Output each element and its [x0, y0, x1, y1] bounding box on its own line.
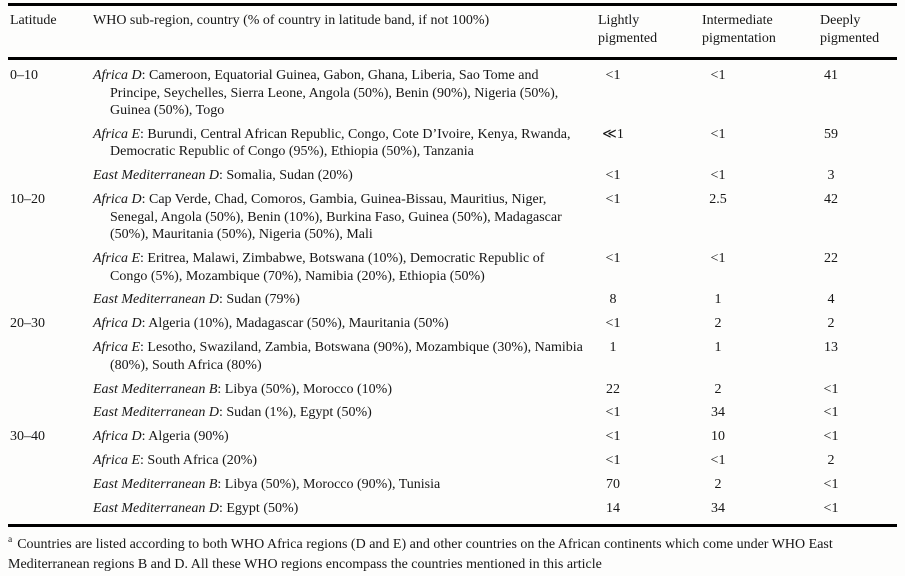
- country-cell: [93, 425, 593, 449]
- country-list: : Algeria (90%): [141, 429, 229, 445]
- region-name: Africa E: [93, 251, 141, 266]
- country-list: : Lesotho, Swaziland, Zambia, Botswana (90%), Mozambique (30%), Namibia (80%), South Africa (80%): [110, 340, 583, 373]
- region-name: East Mediterranean B: [93, 381, 218, 397]
- country-list: : Algeria (10%), Madagascar (50%), Mauritania (50%): [141, 316, 449, 332]
- lightly-value: 22: [606, 381, 620, 397]
- country-cell: [93, 377, 593, 401]
- lightly-value: 1: [609, 340, 617, 356]
- deeply-value: 22: [824, 251, 838, 266]
- table-row: [8, 473, 897, 497]
- country-cell: [93, 123, 593, 164]
- table-row: [8, 59, 897, 123]
- intermediate-value: 1: [714, 340, 722, 356]
- latitude-cell: 30–40: [10, 429, 45, 445]
- table-row: [8, 497, 897, 526]
- lightly-value: 70: [606, 477, 620, 492]
- footnote: [8, 527, 897, 575]
- latitude-cell: [8, 401, 93, 425]
- region-name: East Mediterranean B: [93, 477, 218, 492]
- region-name: Africa D: [93, 68, 142, 83]
- table-row: [8, 401, 897, 425]
- intermediate-value: 34: [711, 500, 725, 516]
- latitude-cell: [8, 336, 93, 377]
- header-row: [8, 5, 897, 59]
- table-row: [8, 449, 897, 473]
- table-row: [8, 377, 897, 401]
- intermediate-value: 2: [714, 316, 722, 332]
- latitude-cell: [8, 164, 93, 188]
- country-cell: [93, 188, 593, 247]
- deeply-value: <1: [823, 477, 839, 492]
- table-row: [8, 164, 897, 188]
- region-name: East Mediterranean D: [93, 292, 219, 308]
- latitude-cell: [8, 497, 93, 526]
- country-list: : Cap Verde, Chad, Comoros, Gambia, Guinea-Bissau, Mauritius, Niger, Senegal, Angola (50%), Benin (10%), Burkina Faso, Guinea (50%), Madagascar (50%), Mauritania (50%), Nigeria (50%), Mali: [110, 192, 562, 243]
- column-header-lightly-pigmented: Lightly pigmented: [593, 5, 698, 59]
- intermediate-value: 2: [714, 477, 722, 492]
- intermediate-value: 1: [714, 292, 722, 308]
- latitude-cell: 20–30: [10, 316, 45, 332]
- lightly-value: <1: [605, 192, 621, 208]
- table-row: [8, 123, 897, 164]
- intermediate-value: <1: [710, 251, 726, 266]
- country-cell: [93, 59, 593, 123]
- country-list: : Eritrea, Malawi, Zimbabwe, Botswana (10%), Democratic Republic of Congo (5%), Mozambique (70%), Namibia (20%), Ethiopia (50%): [110, 251, 545, 284]
- intermediate-value: <1: [710, 126, 726, 142]
- region-name: Africa E: [93, 453, 141, 469]
- country-list: : Burundi, Central African Republic, Congo, Cote D’Ivoire, Kenya, Rwanda, Democratic Republic of Congo (95%), Ethiopia (50%), Tanzania: [110, 126, 571, 160]
- country-cell: [93, 497, 593, 526]
- deeply-value: 13: [824, 340, 838, 356]
- country-list: : Libya (50%), Morocco (10%): [217, 381, 392, 397]
- country-list: : Somalia, Sudan (20%): [218, 168, 353, 184]
- table-row: [8, 188, 897, 247]
- column-header-intermediate-pigmentation: Intermediate pigmentation: [698, 5, 818, 59]
- footnote-marker: a: [8, 535, 13, 546]
- deeply-value: <1: [823, 405, 839, 421]
- lightly-value: 8: [609, 292, 617, 308]
- lightly-value: <1: [605, 316, 621, 332]
- intermediate-value: <1: [710, 68, 726, 83]
- country-list: : South Africa (20%): [140, 453, 258, 469]
- region-name: Africa D: [93, 429, 142, 445]
- country-cell: [93, 312, 593, 336]
- country-list: : Cameroon, Equatorial Guinea, Gabon, Ghana, Liberia, Sao Tome and Principe, Seychelles, Sierra Leone, Angola (50%), Benin (90%), Nigeria (50%), Guinea (50%), Togo: [110, 68, 559, 118]
- country-list: : Libya (50%), Morocco (90%), Tunisia: [217, 477, 441, 492]
- country-cell: [93, 336, 593, 377]
- intermediate-value: 10: [711, 429, 725, 445]
- country-list: : Sudan (1%), Egypt (50%): [218, 405, 372, 421]
- deeply-value: 42: [824, 192, 838, 208]
- country-cell: [93, 449, 593, 473]
- region-name: East Mediterranean D: [93, 405, 219, 421]
- column-header-deeply-pigmented: Deeply pigmented: [818, 5, 897, 59]
- deeply-value: 41: [824, 68, 838, 83]
- footnote-text: Countries are listed according to both WHO Africa regions (D and E) and other countries on the African continents which come under WHO East Mediterranean regions B and D. All these WHO regions encompass the countries mentioned in this article: [8, 537, 833, 573]
- table-row: [8, 312, 897, 336]
- deeply-value: <1: [823, 500, 839, 516]
- country-cell: [93, 473, 593, 497]
- deeply-value: <1: [823, 429, 839, 445]
- intermediate-value: 34: [711, 405, 725, 421]
- intermediate-value: <1: [710, 168, 726, 184]
- country-list: : Sudan (79%): [218, 292, 300, 308]
- latitude-cell: 10–20: [10, 192, 45, 208]
- column-header-latitude: Latitude: [8, 5, 93, 59]
- table-header: [8, 5, 897, 59]
- region-name: Africa E: [93, 126, 141, 142]
- deeply-value: 2: [827, 316, 835, 332]
- table-row: [8, 288, 897, 312]
- lightly-value: <1: [605, 453, 621, 469]
- country-cell: [93, 247, 593, 288]
- lightly-value: 14: [606, 500, 620, 516]
- latitude-cell: [8, 247, 93, 288]
- latitude-cell: [8, 288, 93, 312]
- column-header-country: WHO sub-region, country (% of country in latitude band, if not 100%): [93, 5, 593, 59]
- region-name: Africa E: [93, 340, 141, 356]
- latitude-cell: [8, 473, 93, 497]
- deeply-value: 59: [824, 126, 838, 142]
- latitude-cell: [8, 449, 93, 473]
- intermediate-value: <1: [710, 453, 726, 469]
- deeply-value: 2: [827, 453, 835, 469]
- lightly-value: <1: [605, 405, 621, 421]
- country-list: : Egypt (50%): [218, 500, 299, 516]
- table-row: [8, 425, 897, 449]
- deeply-value: 4: [827, 292, 835, 308]
- table-row: [8, 336, 897, 377]
- lightly-value: ≪1: [602, 126, 624, 142]
- country-cell: [93, 401, 593, 425]
- latitude-cell: [8, 377, 93, 401]
- pigmentation-table: [8, 3, 897, 527]
- deeply-value: 3: [827, 168, 835, 184]
- latitude-cell: [8, 123, 93, 164]
- country-cell: [93, 288, 593, 312]
- intermediate-value: 2: [714, 381, 722, 397]
- latitude-cell: 0–10: [10, 68, 38, 83]
- region-name: Africa D: [93, 192, 142, 208]
- lightly-value: <1: [605, 251, 621, 266]
- deeply-value: <1: [823, 381, 839, 397]
- table-body: [8, 59, 897, 526]
- lightly-value: <1: [605, 68, 621, 83]
- region-name: Africa D: [93, 316, 142, 332]
- country-cell: [93, 164, 593, 188]
- region-name: East Mediterranean D: [93, 500, 219, 516]
- table-row: [8, 247, 897, 288]
- region-name: East Mediterranean D: [93, 168, 219, 184]
- lightly-value: <1: [605, 429, 621, 445]
- lightly-value: <1: [605, 168, 621, 184]
- intermediate-value: 2.5: [709, 192, 727, 208]
